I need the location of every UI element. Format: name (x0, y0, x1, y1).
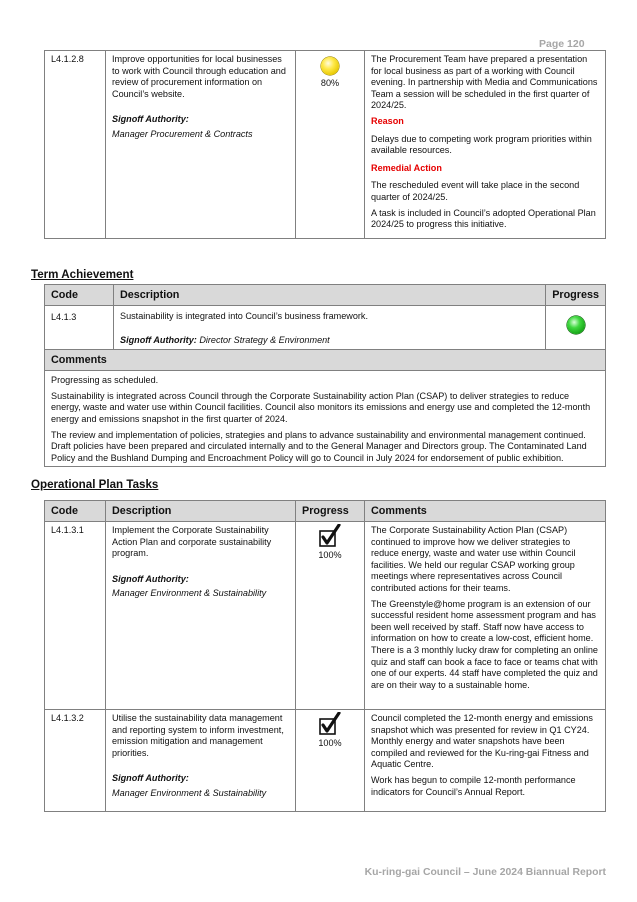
status-green-icon (567, 316, 585, 334)
comments-cell (365, 710, 606, 812)
task-description: Utilise the sustainability data management and reporting system to inform investment, emission mitigation and management priorities. (112, 713, 284, 758)
table-header-row (45, 285, 606, 306)
signoff-label: Signoff Authority: (112, 114, 189, 125)
comment-text: The review and implementation of policies, strategies and plans to advance sustainability and environmental management continued. Draft policies have been prepared and circulated internally and to the General Manager and Directors group. The Contaminated Land Policy and the Bushland Dumping and Encroachment Policy will go to Council in July 2024 for endorsement of public exhibition. (51, 429, 587, 463)
progress-cell (296, 522, 365, 710)
page-number: Page 120 (539, 38, 585, 50)
task-code: L4.1.3 (45, 306, 114, 350)
term-achievement-table (44, 284, 606, 467)
reason-heading: Reason (371, 115, 404, 126)
table-row (45, 710, 606, 812)
column-header-comments: Comments (365, 501, 606, 522)
section-title: Term Achievement (31, 268, 134, 281)
checkbox-checked-icon (319, 524, 341, 548)
column-header-code: Code (45, 501, 106, 522)
comment-text: The Procurement Team have prepared a presentation for local business as part of a working with Council evening. In partnership with Media and Communications Team a session will be scheduled in the first quarter of 2024/25. (371, 54, 598, 111)
column-header-code: Code (45, 285, 114, 306)
signoff-authority: Director Strategy & Environment (199, 334, 330, 345)
comments-cell (365, 522, 606, 710)
progress-cell (546, 306, 606, 350)
task-description-cell (106, 710, 296, 812)
footer: Ku-ring-gai Council – June 2024 Biannual Report (364, 867, 606, 878)
progress-percent: 80% (320, 78, 340, 88)
progress-percent: 100% (318, 738, 342, 748)
signoff-label: Signoff Authority: (120, 334, 197, 345)
signoff-authority: Manager Environment & Sustainability (112, 588, 267, 599)
progress-cell (296, 51, 365, 239)
reason-text: Delays due to competing work program priorities within available resources. (371, 133, 592, 156)
signoff-label: Signoff Authority: (112, 773, 189, 784)
task-description-cell (106, 51, 296, 239)
task-code: L4.1.3.1 (45, 522, 106, 710)
section-title: Operational Plan Tasks (31, 478, 159, 491)
remedial-text: The rescheduled event will take place in the second quarter of 2024/25. (371, 180, 580, 202)
comment-text: The Greenstyle@home program is an extension of our successful resident home assessment program and has been well received by staff. Staff now have access to information on how to create a low-cost, efficient home. There is a 3 monthly lucky draw for completing an online quiz and staff can book a face to face or teams chat with one of our experts. 44 staff have completed the quiz and are on their way to a sustainable home. (371, 598, 598, 690)
column-header-progress: Progress (296, 501, 365, 522)
comment-text: The Corporate Sustainability Action Plan (CSAP) continued to improve how we deliver strategies to reduce energy, waste and water use within Council facilities. We held our regular CSAP working group meetings where representatives across Council contributed actions for their teams. (371, 525, 576, 593)
task-description-cell (114, 306, 546, 350)
top-task-table (44, 50, 606, 239)
signoff-authority: Manager Environment & Sustainability (112, 787, 267, 798)
comment-text: Council completed the 12-month energy and emissions snapshot which was presented for review in Q1 CY24. Monthly energy and water snapshots have been compiled and reviewed for the Ku-ring-gai Fitness and Aquatic Centre. (371, 713, 593, 770)
column-header-progress: Progress (546, 285, 606, 306)
comments-row (45, 371, 606, 467)
status-yellow-icon (321, 57, 339, 75)
comments-cell (45, 371, 606, 467)
progress-percent: 100% (318, 550, 342, 560)
table-row (45, 306, 606, 350)
task-description: Improve opportunities for local businesses to work with Council through education and review of procurement information on Council’s website. (112, 54, 286, 99)
signoff-label: Signoff Authority: (112, 573, 189, 584)
task-code: L4.1.2.8 (45, 51, 106, 239)
comments-header: Comments (45, 350, 606, 371)
table-row (45, 522, 606, 710)
checkbox-checked-icon (319, 712, 341, 736)
task-code: L4.1.3.2 (45, 710, 106, 812)
comment-text: Sustainability is integrated across Council through the Corporate Sustainability action Plan (CSAP) to deliver strategies to reduce energy, waste and water use within Council facilities. Council also monitors its emissions and energy use and completed the 12-month energy and emissions snapshot in the first quarter of 2024. (51, 390, 591, 424)
remedial-action-heading: Remedial Action (371, 162, 442, 173)
task-description: Sustainability is integrated into Council’s business framework. (120, 311, 369, 321)
column-header-description: Description (114, 285, 546, 306)
comments-header-row (45, 350, 606, 371)
column-header-description: Description (106, 501, 296, 522)
table-row (45, 51, 606, 239)
comment-text: Progressing as scheduled. (51, 375, 159, 386)
operational-plan-table (44, 500, 606, 812)
progress-cell (296, 710, 365, 812)
table-header-row (45, 501, 606, 522)
comment-text: Work has begun to compile 12-month performance indicators for Council’s Annual Report. (371, 774, 576, 797)
signoff-authority: Manager Procurement & Contracts (112, 128, 253, 139)
task-description-cell (106, 522, 296, 710)
remedial-text: A task is included in Council’s adopted Operational Plan 2024/25 to progress this initiative. (371, 207, 596, 230)
task-description: Implement the Corporate Sustainability Action Plan and corporate sustainability program. (112, 525, 272, 559)
comments-cell (365, 51, 606, 239)
